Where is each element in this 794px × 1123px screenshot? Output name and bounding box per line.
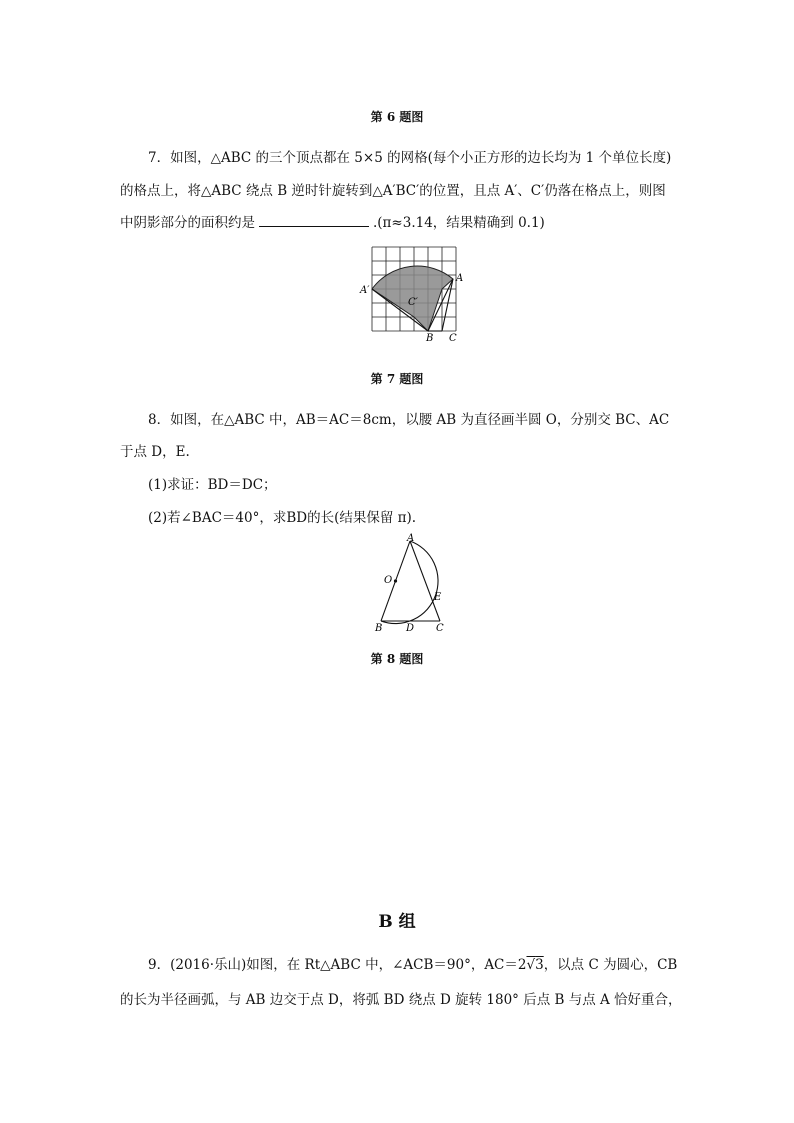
q8-text-line-1: 8．如图，在△ABC 中，AB＝AC＝8cm，以腰 AB 为直径画半圆 O，分别交 BC、AC bbox=[148, 412, 670, 428]
section-b-heading: B 组 bbox=[378, 912, 416, 932]
figure-6-caption: 第 6 题图 bbox=[370, 110, 424, 124]
figure-7-grid-diagram bbox=[350, 243, 470, 343]
q7-text-line-1: 7．如图，△ABC 的三个顶点都在 5×5 的网格(每个小正方形的边长均为 1 个单位长度) bbox=[148, 150, 672, 166]
label-A: A bbox=[407, 533, 415, 544]
figure-8-triangle-diagram bbox=[365, 533, 455, 635]
q9-text-line-1-start: 9．(2016·乐山)如图，在 Rt△ABC 中，∠ACB＝90°，AC＝2 bbox=[148, 957, 527, 973]
q9-text-line-1 bbox=[148, 953, 728, 973]
sqrt-radicand: 3 bbox=[535, 957, 544, 973]
q7-text-line-2: 的格点上，将△ABC 绕点 B 逆时针旋转到△A′BC′的位置，且点 A′、C′仍落在格点上，则图 bbox=[120, 183, 666, 199]
q8-text-line-2: 于点 D，E. bbox=[120, 444, 190, 460]
side-AC bbox=[410, 541, 440, 621]
label-D: D bbox=[406, 623, 415, 634]
q7-text-line-3-end: .(π≈3.14，结果精确到 0.1) bbox=[373, 215, 545, 231]
label-B: B bbox=[426, 333, 434, 343]
label-C: C bbox=[436, 623, 444, 634]
q9-text-line-1-end: ，以点 C 为圆心，CB bbox=[543, 957, 678, 973]
center-O-point bbox=[394, 579, 397, 582]
q7-text-line-3 bbox=[120, 211, 700, 231]
label-B: B bbox=[375, 623, 383, 634]
figure-8-caption: 第 8 题图 bbox=[370, 652, 424, 666]
q8-part-2: (2)若∠BAC＝40°，求BD的长(结果保留 π). bbox=[148, 510, 417, 526]
q9-text-line-2: 的长为半径画弧，与 AB 边交于点 D，将弧 BD 绕点 D 旋转 180° 后点 B 与点 A 恰好重合， bbox=[120, 992, 682, 1008]
label-A-prime: A′ bbox=[360, 285, 370, 296]
q7-answer-blank[interactable] bbox=[259, 214, 369, 227]
q8-part-1: (1)求证：BD＝DC； bbox=[148, 477, 277, 493]
label-A: A bbox=[456, 273, 464, 284]
q7-text-line-3-start: 中阴影部分的面积约是 bbox=[120, 215, 255, 231]
figure-7-caption: 第 7 题图 bbox=[370, 372, 424, 386]
label-O: O bbox=[384, 575, 393, 586]
label-E: E bbox=[434, 592, 442, 603]
label-C: C bbox=[449, 333, 457, 343]
label-C-prime: C′ bbox=[408, 297, 418, 308]
sqrt-sign: √ bbox=[526, 957, 536, 973]
q9-sqrt-value bbox=[526, 957, 543, 973]
